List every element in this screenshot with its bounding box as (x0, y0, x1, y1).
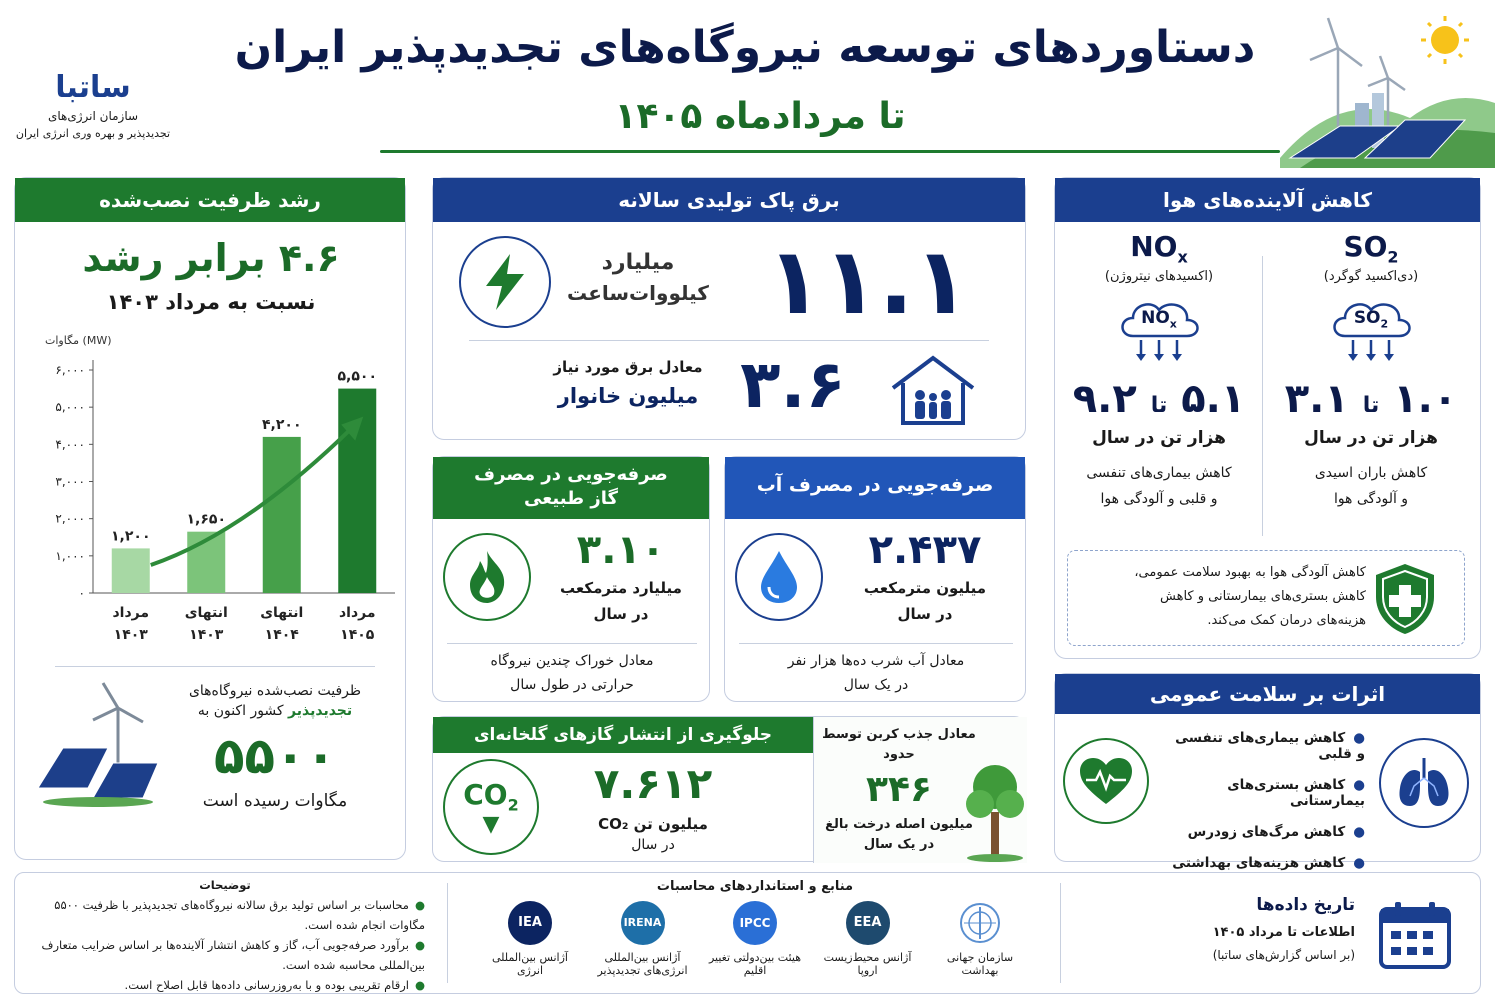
health-note1: کاهش آلودگی هوا به بهبود سلامت عمومی، (1134, 565, 1366, 580)
households-text (528, 358, 728, 408)
bullet-icon: ● (1353, 824, 1365, 840)
co2-label: CO (463, 777, 508, 811)
water-value: ۲.۴۳۷ (868, 527, 982, 573)
health-item (1165, 777, 1365, 809)
health-note2: کاهش بستری‌های بیمارستانی و کاهش (1160, 589, 1366, 604)
source-line1: سازمان جهانی (946, 951, 1014, 964)
bar-value-label: ۴,۲۰۰ (262, 416, 302, 433)
tree-unit1: میلیون اصله درخت بالغ (825, 817, 973, 832)
so2-name: (دی‌اکسید گوگرد) (1323, 268, 1419, 284)
nox-cloud-label: NO (1141, 307, 1170, 328)
gas-header-line2: گاز طبیعی (524, 488, 618, 509)
source-line1: هیئت بین‌دولتی تغییر (708, 951, 802, 964)
logo-name: ساتبا (55, 70, 131, 105)
capacity-header: رشد ظرفیت نصب‌شده (15, 178, 405, 222)
so2-note (1267, 460, 1475, 512)
water-header: صرفه‌جویی در مصرف آب (725, 457, 1025, 519)
gas-unit (541, 579, 701, 623)
growth-headline: ۴.۶ برابر رشد (82, 236, 340, 280)
y-tick-label: ۶,۰۰۰ (55, 363, 85, 377)
summary-highlight: تجدیدپذیر (288, 703, 353, 719)
bullet-icon: ● (414, 938, 425, 952)
bar-value-label: ۵,۵۰۰ (337, 368, 377, 385)
water-note (725, 649, 1027, 697)
x-tick-label: ۱۴۰۳ (189, 627, 224, 643)
gas-header (433, 457, 709, 519)
eea-logo-icon: EEA (846, 901, 890, 945)
gas-value: ۳.۱۰ (576, 527, 666, 573)
nox-range-to: تا (1150, 392, 1168, 418)
households-line1: معادل برق مورد نیاز (553, 358, 703, 376)
water-unit2: در سال (897, 605, 953, 623)
date-line1: اطلاعات تا مرداد ۱۴۰۵ (1212, 925, 1355, 940)
note-text: محاسبات بر اساس تولید برق سالانه نیروگاه‌های تجدیدپذیر با ظرفیت ۵۵۰۰ مگاوات انجام شده است. (54, 898, 425, 932)
y-tick-label: ۴,۰۰۰ (55, 437, 85, 452)
tree-panel (813, 717, 1027, 863)
so2-cloud-icon (1325, 296, 1417, 362)
capacity-summary (165, 683, 385, 811)
nox-symbol: NO (1130, 230, 1178, 263)
electricity-unit2: کیلووات‌ساعت (567, 281, 709, 305)
electricity-divider (469, 340, 989, 341)
logo (8, 70, 178, 140)
health-note-box (1067, 550, 1465, 646)
x-tick-label: انتهای (184, 605, 228, 621)
emissions-header: جلوگیری از انتشار گازهای گلخانه‌ای (433, 717, 813, 753)
tree-unit2: در یک سال (863, 837, 935, 852)
source-line1: آژانس محیط‌زیست (823, 951, 912, 964)
source-line1: آژانس بین‌المللی (604, 951, 681, 964)
so2-column (1267, 230, 1475, 512)
y-tick-label: ۱,۰۰۰ (55, 548, 85, 563)
data-date-section (1135, 895, 1355, 962)
nox-note2: و قلبی و آلودگی هوا (1100, 490, 1218, 507)
gas-savings-card (432, 456, 710, 702)
health-header: اثرات بر سلامت عمومی (1055, 674, 1480, 714)
source-line2: بهداشت (961, 964, 999, 977)
electricity-unit1: میلیارد (601, 250, 675, 275)
nox-column (1057, 230, 1261, 512)
so2-range-to: تا (1362, 392, 1380, 418)
nox-note (1057, 460, 1261, 512)
note-item (25, 895, 425, 935)
nox-cloud-icon (1113, 296, 1205, 362)
chart-bar (112, 548, 150, 593)
x-tick-label: مرداد (112, 605, 150, 621)
so2-symbol: SO (1343, 230, 1388, 263)
source-eea (813, 901, 923, 991)
shield-cross-icon (1370, 561, 1440, 637)
health-list (1165, 730, 1365, 871)
so2-range-low: ۱.۰ (1393, 375, 1458, 422)
flame-icon (443, 533, 531, 621)
health-item-label: کاهش هزینه‌های بهداشتی (1172, 855, 1346, 871)
water-unit (833, 579, 1017, 623)
notes-title: توضیحات (199, 878, 251, 892)
logo-line2: تجدیدپذیر و بهره وری انرژی ایران (15, 127, 171, 140)
x-tick-label: ۱۴۰۵ (340, 627, 375, 643)
chart-unit-label: مگاوات (MW) (45, 334, 112, 347)
growth-arrow (151, 429, 352, 565)
water-divider (739, 643, 1013, 644)
x-tick-label: ۱۴۰۳ (113, 627, 148, 643)
heart-pulse-icon (1063, 738, 1149, 824)
who-logo-icon (958, 901, 1002, 945)
x-tick-label: ۱۴۰۴ (264, 627, 299, 643)
x-tick-label: مرداد (338, 605, 376, 621)
bullet-icon: ● (414, 898, 425, 912)
emissions-unit1: میلیون تن CO₂ (598, 815, 708, 833)
source-iea (475, 901, 585, 991)
calendar-icon (1377, 899, 1453, 971)
so2-range (1267, 376, 1475, 422)
header-divider (380, 150, 1280, 153)
growth-subtitle: نسبت به مرداد ۱۴۰۳ (106, 290, 316, 314)
capacity-card (14, 177, 406, 860)
nox-note1: کاهش بیماری‌های تنفسی (1086, 464, 1232, 481)
summary-line1: ظرفیت نصب‌شده نیروگاه‌های (188, 683, 362, 699)
electricity-unit (553, 250, 723, 305)
health-item (1165, 824, 1365, 840)
turbine-solar-illustration (33, 678, 163, 808)
so2-note1: کاهش باران اسیدی (1314, 464, 1428, 481)
gas-note2: حرارتی در طول سال (510, 677, 634, 693)
nox-range-low: ۵.۱ (1181, 375, 1246, 422)
logo-line1: سازمان انرژی‌های (47, 109, 139, 123)
gas-unit1: میلیارد مترمکعب (560, 579, 682, 597)
ipcc-logo-icon: IPCC (733, 901, 777, 945)
gas-unit2: در سال (593, 605, 649, 623)
iea-logo-icon: IEA (508, 901, 552, 945)
source-line1: آژانس بین‌المللی (492, 951, 568, 964)
bullet-icon: ● (1353, 855, 1365, 871)
note-text: ارقام تقریبی بوده و با به‌روزرسانی داده‌ها قابل اصلاح است. (124, 978, 409, 992)
tree-value: ۳۴۶ (866, 769, 932, 810)
emissions-unit2: در سال (631, 837, 675, 853)
bar-value-label: ۱,۶۵۰ (186, 511, 226, 528)
bullet-icon: ● (414, 978, 425, 992)
tree-title1: معادل جذب کربن توسط (822, 727, 976, 742)
house-family-icon (888, 353, 978, 428)
page-title: دستاوردهای توسعه نیروگاه‌های تجدیدپذیر ایران (234, 22, 1256, 73)
water-note2: در یک سال (843, 677, 909, 693)
y-tick-label: ۵,۰۰۰ (55, 400, 85, 415)
sources-row (475, 901, 1035, 991)
capacity-bar-chart (15, 328, 407, 658)
so2-unit: هزار تن در سال (1304, 427, 1438, 448)
nox-cloud-sub: x (1169, 316, 1177, 330)
nox-unit: هزار تن در سال (1092, 427, 1226, 448)
gas-divider (447, 643, 697, 644)
so2-cloud-sub: 2 (1380, 316, 1389, 330)
health-item (1165, 855, 1365, 871)
health-note3: هزینه‌های درمان کمک می‌کند. (1207, 613, 1366, 628)
co2-cloud-icon (443, 759, 539, 855)
households-value: ۳.۶ (740, 346, 846, 423)
bullet-icon: ● (1353, 777, 1365, 793)
source-line2: اقلیم (743, 964, 767, 977)
households-line2: میلیون خانوار (557, 384, 699, 408)
capacity-divider (55, 666, 375, 667)
lightning-icon (459, 236, 551, 328)
pollutants-divider (1262, 256, 1263, 536)
bar-value-label: ۱,۲۰۰ (111, 528, 151, 545)
so2-sub: 2 (1387, 247, 1399, 267)
nox-range (1057, 376, 1261, 422)
gas-note (433, 649, 711, 697)
y-tick-label: ۲,۰۰۰ (55, 511, 85, 526)
so2-range-high: ۳.۱ (1284, 375, 1349, 422)
electricity-value: ۱۱.۱ (766, 228, 970, 335)
bullet-icon: ● (1353, 730, 1365, 746)
health-item-label: کاهش مرگ‌های زودرس (1187, 824, 1346, 840)
emissions-value: ۷.۶۱۲ (593, 759, 713, 808)
summary-line3: مگاوات رسیده است (202, 791, 348, 811)
emissions-card (432, 716, 1026, 862)
gas-note1: معادل خوراک چندین نیروگاه (490, 653, 654, 669)
notes-section (25, 875, 425, 995)
co2-sub: 2 (507, 795, 519, 815)
note-item (25, 935, 425, 975)
tree-title (814, 725, 984, 765)
air-pollutants-card (1054, 177, 1481, 659)
lungs-icon (1379, 738, 1469, 828)
y-tick-label: ۳,۰۰۰ (55, 474, 85, 489)
source-ipcc (700, 901, 810, 991)
emissions-unit (553, 815, 753, 853)
health-item-label: کاهش بیماری‌های تنفسی و قلبی (1175, 730, 1365, 762)
public-health-card (1054, 673, 1481, 871)
electricity-header: برق پاک تولیدی سالانه (433, 178, 1025, 222)
water-unit1: میلیون مترمکعب (863, 579, 987, 597)
sources-title: منابع و استانداردهای محاسبات (656, 879, 854, 894)
summary-value: ۵۵۰۰ (213, 727, 337, 785)
footer-card (14, 872, 1481, 994)
nox-name: (اکسیدهای نیتروژن) (1104, 268, 1214, 284)
source-line2: انرژی‌های تجدیدپذیر (597, 964, 688, 977)
water-note1: معادل آب شرب ده‌ها هزار نفر (787, 653, 965, 669)
note-text: برآورد صرفه‌جویی آب، گاز و کاهش انتشار آلاینده‌ها بر اساس ضرایب متعارف بین‌المللی محاسبه شده است. (41, 938, 425, 972)
water-drop-icon (735, 533, 823, 621)
health-item-label: کاهش بستری‌های بیمارستانی (1227, 777, 1365, 809)
irena-logo-icon: IRENA (621, 901, 665, 945)
down-arrow-icon: ▼ (482, 812, 500, 838)
pollutants-header: کاهش آلاینده‌های هوا (1055, 178, 1480, 222)
source-who (925, 901, 1035, 991)
source-line2: اروپا (857, 964, 878, 977)
summary-line2: کشور اکنون به (197, 703, 284, 719)
nox-range-high: ۹.۲ (1072, 375, 1137, 422)
so2-cloud-label: SO (1353, 307, 1381, 328)
date-title: تاریخ داده‌ها (1256, 895, 1355, 915)
so2-note2: و آلودگی هوا (1333, 490, 1409, 507)
footer-divider-left (447, 883, 448, 983)
date-line2: (بر اساس گزارش‌های ساتبا) (1212, 948, 1355, 962)
sun-icon (1421, 16, 1469, 64)
health-note-text (1076, 561, 1366, 633)
tree-icon (964, 752, 1026, 862)
nox-sub: x (1177, 247, 1188, 267)
source-irena (588, 901, 698, 991)
electricity-card (432, 177, 1026, 440)
y-tick-label: ۰ (78, 586, 85, 600)
header-landscape-illustration (1280, 8, 1495, 168)
tree-unit (814, 815, 984, 855)
x-tick-label: انتهای (260, 605, 304, 621)
footer-divider-right (1060, 883, 1061, 983)
chart-bar (263, 437, 301, 593)
health-item (1165, 730, 1365, 762)
water-savings-card (724, 456, 1026, 702)
gas-header-line1: صرفه‌جویی در مصرف (474, 464, 668, 485)
page-subtitle: تا مردادماه ۱۴۰۵ (614, 96, 906, 137)
note-item (25, 975, 425, 995)
source-line2: انرژی (516, 964, 544, 977)
tree-title2: حدود (883, 747, 915, 762)
